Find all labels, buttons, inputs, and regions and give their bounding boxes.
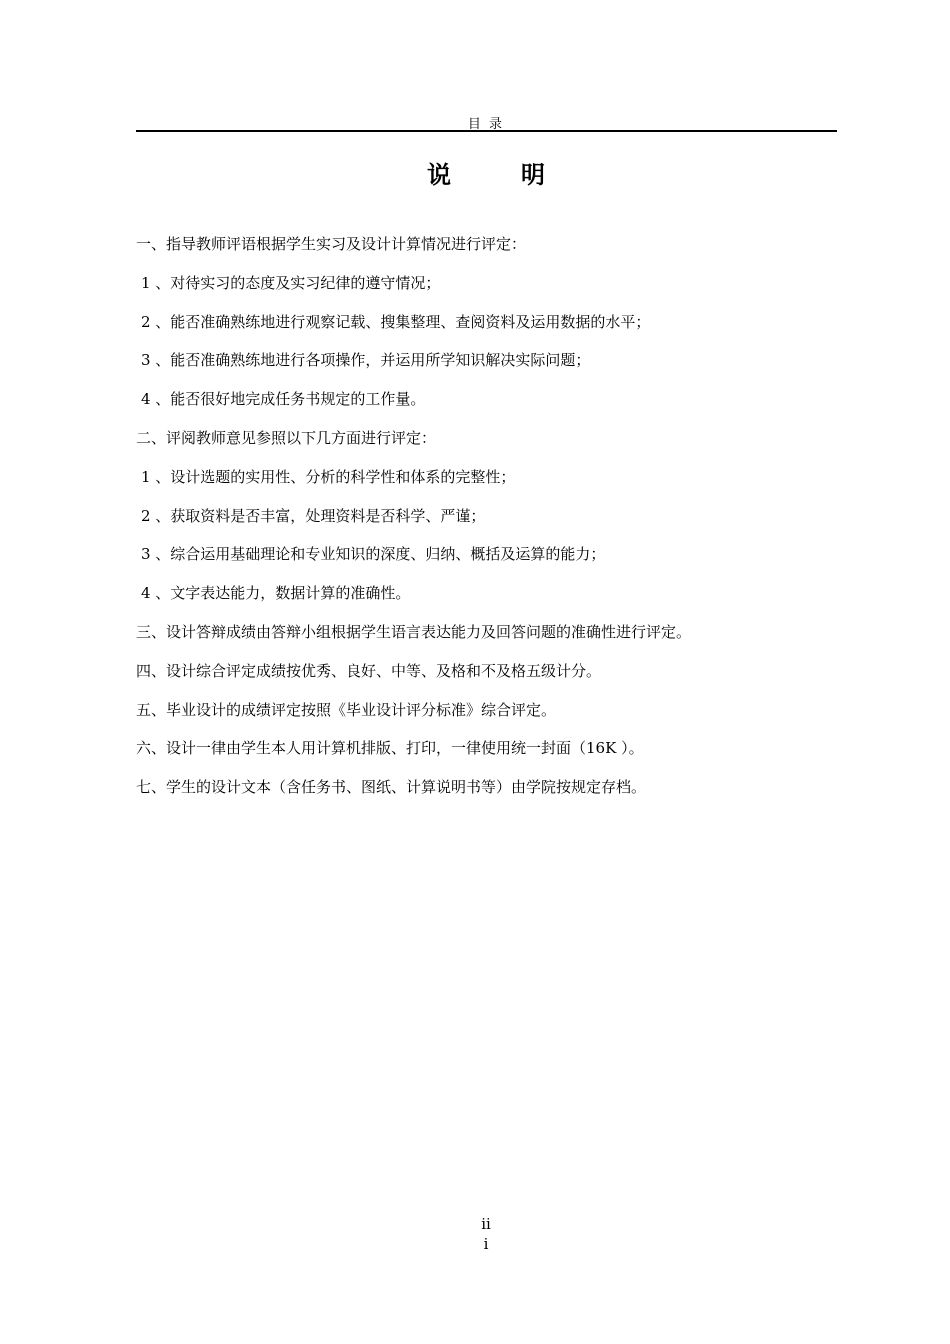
page-number: i (483, 1235, 489, 1253)
instruction-line: 二、评阅教师意见参照以下几方面进行评定： (136, 428, 437, 447)
instruction-line: 七、学生的设计文本（含任务书、图纸、计算说明书等）由学院按规定存档。 (136, 778, 647, 797)
instruction-line: 2 、获取资料是否丰富，处理资料是否科学、严谨； (141, 506, 486, 525)
page-number: ii (481, 1215, 491, 1233)
instruction-line: 四、设计综合评定成绩按优秀、良好、中等、及格和不及格五级计分。 (136, 661, 602, 680)
instruction-line: 2 、能否准确熟练地进行观察记载、搜集整理、查阅资料及运用数据的水平； (141, 312, 651, 331)
title-char-1: 说 (427, 161, 451, 189)
header-rule (136, 130, 837, 132)
instruction-line: 3 、综合运用基础理论和专业知识的深度、归纳、概括及运算的能力； (141, 545, 606, 564)
instruction-line: 一、指导教师评语根据学生实习及设计计算情况进行评定： (136, 235, 527, 253)
running-header: 目 录 (467, 117, 505, 132)
instruction-line: 1 、对待实习的态度及实习纪律的遵守情况； (141, 273, 441, 292)
instruction-line: 六、设计一律由学生本人用计算机排版、打印，一律使用统一封面（16K ）。 (136, 739, 644, 758)
instruction-line: 4 、能否很好地完成任务书规定的工作量。 (141, 390, 426, 409)
instruction-line: 三、设计答辩成绩由答辩小组根据学生语言表达能力及回答问题的准确性进行评定。 (136, 622, 692, 641)
title-char-2: 明 (521, 161, 545, 189)
instruction-line: 五、毕业设计的成绩评定按照《毕业设计评分标准》综合评定。 (136, 700, 557, 719)
page-title (136, 155, 836, 190)
instruction-line: 3 、能否准确熟练地进行各项操作，并运用所学知识解决实际问题； (141, 351, 591, 370)
instruction-line: 1 、设计选题的实用性、分析的科学性和体系的完整性； (141, 467, 516, 486)
instructions-body (136, 231, 836, 813)
instruction-line: 4 、文字表达能力，数据计算的准确性。 (141, 584, 411, 603)
page-footer (436, 1214, 536, 1254)
